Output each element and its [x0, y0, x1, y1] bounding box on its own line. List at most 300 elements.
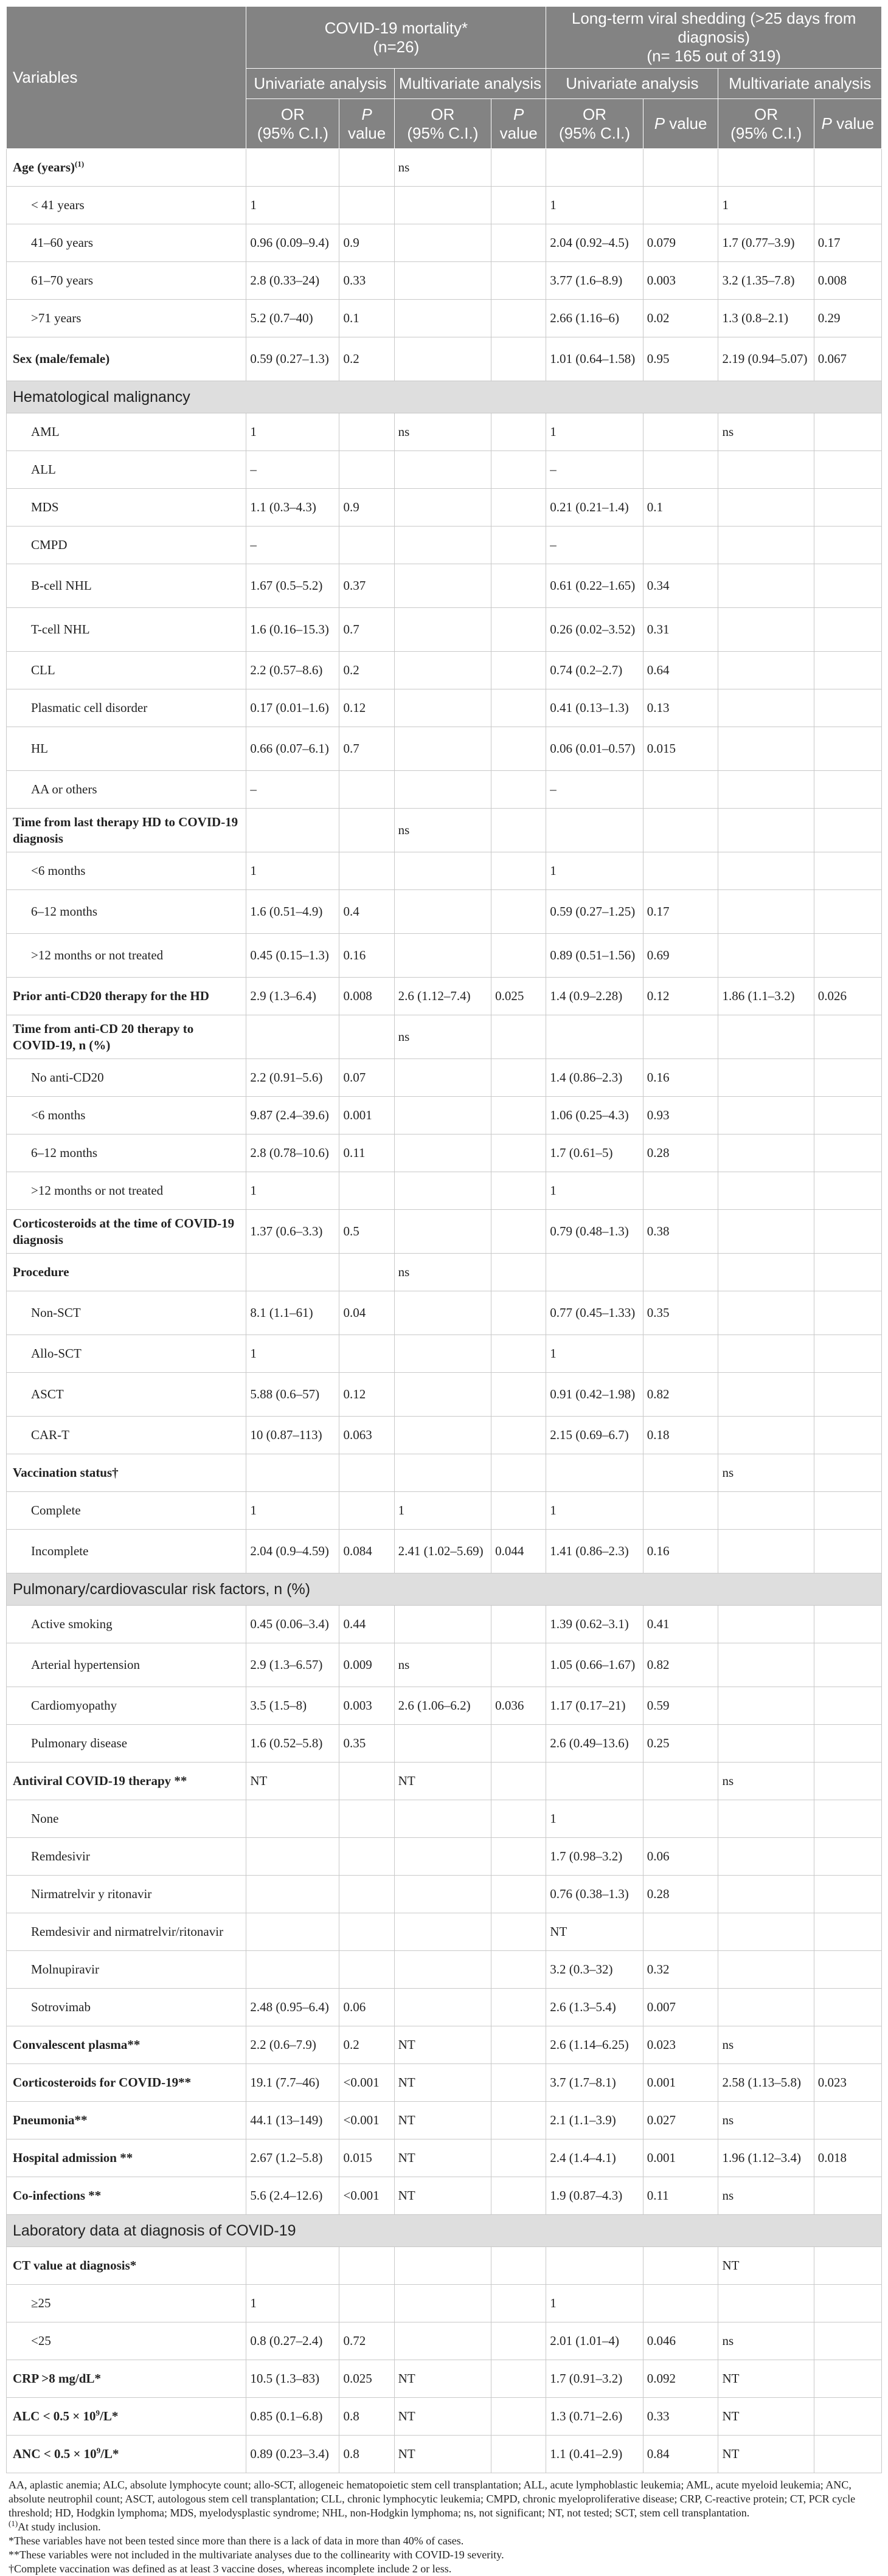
or-ci-cell: 2.15 (0.69–6.7) — [546, 1417, 643, 1454]
row-label-text: >12 months or not treated — [31, 948, 164, 962]
table-row — [7, 489, 882, 527]
p-value-cell: 0.29 — [814, 300, 881, 337]
p-value-cell — [814, 1097, 881, 1134]
row-label — [7, 1134, 246, 1172]
row-label-text: CLL — [31, 663, 55, 677]
or-ci-cell — [718, 1210, 814, 1254]
or-ci-cell: 0.21 (0.21–1.4) — [546, 489, 643, 527]
table-row — [7, 1530, 882, 1573]
or-ci-cell — [718, 564, 814, 608]
table-row — [7, 934, 882, 978]
table-row — [7, 337, 882, 381]
p-value-cell — [339, 1800, 394, 1838]
row-label-text: Co-infections ** — [13, 2188, 102, 2203]
p-value-cell: 0.11 — [643, 2177, 718, 2215]
or-ci-cell — [718, 1913, 814, 1951]
or-ci-cell: 0.89 (0.51–1.56) — [546, 934, 643, 978]
row-label — [7, 2322, 246, 2360]
header-group-shedding-n: (n= 165 out of 319) — [647, 47, 781, 65]
p-value-cell — [491, 527, 546, 564]
p-value-cell — [814, 689, 881, 727]
or-ci-cell — [394, 890, 491, 934]
header-or-label: OR — [582, 105, 606, 123]
p-value-cell — [814, 2322, 881, 2360]
p-value-cell — [491, 2360, 546, 2398]
p-value-cell — [643, 1254, 718, 1291]
or-ci-cell: ns — [718, 2102, 814, 2139]
p-value-cell: 0.16 — [643, 1530, 718, 1573]
p-value-cell: 0.9 — [339, 489, 394, 527]
or-ci-cell: 2.01 (1.01–4) — [546, 2322, 643, 2360]
row-label-superscript: 9 — [95, 2408, 100, 2417]
p-value-cell: <0.001 — [339, 2102, 394, 2139]
p-value-cell — [643, 771, 718, 809]
row-label — [7, 2139, 246, 2177]
or-ci-cell — [394, 1059, 491, 1097]
p-value-cell — [491, 890, 546, 934]
row-label — [7, 1454, 246, 1492]
or-ci-cell: 0.45 (0.06–3.4) — [246, 1606, 339, 1643]
or-ci-cell: 2.19 (0.94–5.07) — [718, 337, 814, 381]
row-label — [7, 890, 246, 934]
p-value-cell — [339, 1763, 394, 1800]
table-row — [7, 1838, 882, 1876]
p-value-cell — [491, 489, 546, 527]
p-value-cell: 0.28 — [643, 1134, 718, 1172]
p-value-cell: 0.16 — [643, 1059, 718, 1097]
p-value-cell — [491, 2064, 546, 2102]
or-ci-cell — [394, 489, 491, 527]
p-value-cell: 0.1 — [339, 300, 394, 337]
p-value-cell — [491, 689, 546, 727]
row-label-text: Sotrovimab — [31, 2000, 91, 2014]
table-row — [7, 1725, 882, 1763]
or-ci-cell — [718, 771, 814, 809]
p-value-cell: 0.018 — [814, 2139, 881, 2177]
p-value-cell — [814, 564, 881, 608]
or-ci-cell — [718, 527, 814, 564]
or-ci-cell — [394, 1725, 491, 1763]
p-value-cell: 0.009 — [339, 1643, 394, 1687]
p-value-cell — [814, 608, 881, 652]
row-label-text: <6 months — [31, 863, 86, 878]
p-value-cell — [643, 1454, 718, 1492]
row-label-text: Remdesivir and nirmatrelvir/ritonavir — [31, 1924, 224, 1939]
or-ci-cell: 0.85 (0.1–6.8) — [246, 2398, 339, 2436]
or-ci-cell — [718, 689, 814, 727]
or-ci-cell: ns — [394, 1254, 491, 1291]
table-row — [7, 1454, 882, 1492]
header-p-value — [339, 99, 394, 149]
p-value-cell — [643, 852, 718, 890]
table-row — [7, 564, 882, 608]
or-ci-cell — [394, 1210, 491, 1254]
or-ci-cell: 2.8 (0.33–24) — [246, 262, 339, 300]
p-value-cell: <0.001 — [339, 2177, 394, 2215]
or-ci-cell: – — [246, 771, 339, 809]
table-row — [7, 1172, 882, 1210]
p-value-cell: 0.31 — [643, 608, 718, 652]
header-p-letter: P — [821, 114, 832, 133]
or-ci-cell — [546, 149, 643, 187]
or-ci-cell — [718, 1134, 814, 1172]
p-value-cell — [339, 2247, 394, 2285]
table-row — [7, 2436, 882, 2473]
or-ci-cell: NT — [718, 2398, 814, 2436]
p-value-cell — [339, 771, 394, 809]
table-row — [7, 1373, 882, 1417]
p-value-cell: 0.18 — [643, 1417, 718, 1454]
row-label-text: >12 months or not treated — [31, 1183, 164, 1198]
p-value-cell — [643, 1763, 718, 1800]
or-ci-cell — [546, 1254, 643, 1291]
section-header-row — [7, 381, 882, 413]
table-row — [7, 149, 882, 187]
row-label-text: HL — [31, 741, 48, 756]
or-ci-cell — [546, 1763, 643, 1800]
or-ci-cell: 2.6 (1.12–7.4) — [394, 978, 491, 1015]
p-value-cell: 0.28 — [643, 1876, 718, 1913]
p-value-cell — [814, 413, 881, 451]
p-value-cell — [814, 1417, 881, 1454]
or-ci-cell: 1 — [546, 187, 643, 224]
or-ci-cell: 1 — [546, 1492, 643, 1530]
row-label — [7, 2102, 246, 2139]
or-ci-cell — [394, 1876, 491, 1913]
or-ci-cell: 1 — [718, 187, 814, 224]
or-ci-cell: 1.6 (0.16–15.3) — [246, 608, 339, 652]
or-ci-cell: 1.05 (0.66–1.67) — [546, 1643, 643, 1687]
section-title: Laboratory data at diagnosis of COVID-19 — [7, 2215, 882, 2247]
p-value-cell — [339, 1951, 394, 1989]
header-group-mortality-title: COVID-19 mortality* — [324, 18, 468, 37]
or-ci-cell: 2.6 (1.3–5.4) — [546, 1989, 643, 2026]
p-value-cell: <0.001 — [339, 2064, 394, 2102]
p-value-cell: 0.003 — [643, 262, 718, 300]
or-ci-cell — [394, 1838, 491, 1876]
table-row — [7, 2322, 882, 2360]
or-ci-cell — [718, 1530, 814, 1573]
p-value-cell — [643, 187, 718, 224]
row-label-text: Age (years) — [13, 160, 75, 174]
p-value-cell: 0.092 — [643, 2360, 718, 2398]
p-value-cell: 0.33 — [643, 2398, 718, 2436]
p-value-cell: 0.82 — [643, 1643, 718, 1687]
or-ci-cell: 10.5 (1.3–83) — [246, 2360, 339, 2398]
or-ci-cell: ns — [394, 1015, 491, 1059]
table-row — [7, 1291, 882, 1335]
or-ci-cell: 0.59 (0.27–1.3) — [246, 337, 339, 381]
or-ci-cell: 2.66 (1.16–6) — [546, 300, 643, 337]
p-value-cell: 0.046 — [643, 2322, 718, 2360]
p-value-cell — [814, 727, 881, 771]
p-value-cell — [491, 1913, 546, 1951]
or-ci-cell — [718, 451, 814, 489]
p-value-cell: 0.015 — [643, 727, 718, 771]
row-label — [7, 1254, 246, 1291]
p-value-cell — [814, 1254, 881, 1291]
or-ci-cell: 1.4 (0.86–2.3) — [546, 1059, 643, 1097]
p-value-cell — [491, 1254, 546, 1291]
row-label-text: Nirmatrelvir y ritonavir — [31, 1887, 152, 1901]
or-ci-cell: 2.6 (0.49–13.6) — [546, 1725, 643, 1763]
section-title: Hematological malignancy — [7, 381, 882, 413]
or-ci-cell — [394, 2247, 491, 2285]
p-value-cell: 0.015 — [339, 2139, 394, 2177]
table-row — [7, 224, 882, 262]
p-value-cell — [643, 413, 718, 451]
or-ci-cell — [394, 1291, 491, 1335]
header-group-mortality-n: (n=26) — [373, 37, 420, 56]
p-value-cell — [814, 1172, 881, 1210]
or-ci-cell — [394, 224, 491, 262]
row-label — [7, 1876, 246, 1913]
or-ci-cell: ns — [718, 2322, 814, 2360]
row-label — [7, 489, 246, 527]
p-value-cell: 0.008 — [339, 978, 394, 1015]
section-header-row — [7, 2215, 882, 2247]
row-label — [7, 1015, 246, 1059]
p-value-cell — [339, 1492, 394, 1530]
or-ci-cell — [394, 527, 491, 564]
p-value-cell: 0.026 — [814, 978, 881, 1015]
p-value-cell: 0.025 — [339, 2360, 394, 2398]
row-label-text: >71 years — [31, 311, 82, 325]
or-ci-cell: 2.6 (1.06–6.2) — [394, 1687, 491, 1725]
or-ci-cell — [394, 1913, 491, 1951]
or-ci-cell: 2.04 (0.9–4.59) — [246, 1530, 339, 1573]
footnote-1-text: At study inclusion. — [18, 2521, 101, 2533]
row-label — [7, 1210, 246, 1254]
or-ci-cell — [718, 1254, 814, 1291]
table-row — [7, 1989, 882, 2026]
row-label — [7, 1172, 246, 1210]
p-value-cell: 0.72 — [339, 2322, 394, 2360]
or-ci-cell: 1.3 (0.8–2.1) — [718, 300, 814, 337]
p-value-cell: 0.33 — [339, 262, 394, 300]
row-label-text: ASCT — [31, 1387, 64, 1401]
or-ci-cell: 1 — [546, 852, 643, 890]
or-ci-cell — [718, 1172, 814, 1210]
p-value-cell: 0.003 — [339, 1687, 394, 1725]
or-ci-cell: 8.1 (1.1–61) — [246, 1291, 339, 1335]
or-ci-cell: ns — [394, 809, 491, 852]
p-value-cell: 0.95 — [643, 337, 718, 381]
p-value-cell — [339, 2285, 394, 2322]
p-value-cell — [814, 527, 881, 564]
row-label-text: 6–12 months — [31, 1145, 98, 1160]
or-ci-cell: 1.7 (0.91–3.2) — [546, 2360, 643, 2398]
footnote-1 — [9, 2520, 878, 2534]
p-value-cell: 0.11 — [339, 1134, 394, 1172]
p-value-cell — [491, 1725, 546, 1763]
or-ci-cell: 0.61 (0.22–1.65) — [546, 564, 643, 608]
row-label — [7, 2247, 246, 2285]
p-value-cell: 0.1 — [643, 489, 718, 527]
or-ci-cell: 5.6 (2.4–12.6) — [246, 2177, 339, 2215]
or-ci-cell: 0.74 (0.2–2.7) — [546, 652, 643, 689]
row-label — [7, 2064, 246, 2102]
or-ci-cell: ns — [718, 1763, 814, 1800]
or-ci-cell: 0.17 (0.01–1.6) — [246, 689, 339, 727]
or-ci-cell — [394, 652, 491, 689]
or-ci-cell — [394, 1800, 491, 1838]
or-ci-cell: 2.1 (1.1–3.9) — [546, 2102, 643, 2139]
p-value-cell — [339, 413, 394, 451]
or-ci-cell — [718, 852, 814, 890]
p-value-cell — [491, 1800, 546, 1838]
p-value-cell — [491, 1492, 546, 1530]
p-value-cell: 0.5 — [339, 1210, 394, 1254]
p-value-cell — [491, 262, 546, 300]
row-label-text: Molnupiravir — [31, 1962, 99, 1977]
p-value-cell — [491, 1643, 546, 1687]
p-value-cell — [814, 1492, 881, 1530]
p-value-cell — [814, 1725, 881, 1763]
or-ci-cell — [718, 727, 814, 771]
or-ci-cell: 1 — [394, 1492, 491, 1530]
p-value-cell — [814, 1015, 881, 1059]
section-header-row — [7, 1573, 882, 1606]
p-value-cell: 0.44 — [339, 1606, 394, 1643]
or-ci-cell — [394, 2285, 491, 2322]
or-ci-cell: 3.2 (1.35–7.8) — [718, 262, 814, 300]
header-multivariate-1: Multivariate analysis — [394, 69, 546, 99]
row-label-text: Sex (male/female) — [13, 351, 110, 366]
p-value-cell: 0.93 — [643, 1097, 718, 1134]
or-ci-cell: 0.89 (0.23–3.4) — [246, 2436, 339, 2473]
p-value-cell: 0.008 — [814, 262, 881, 300]
or-ci-cell — [718, 1015, 814, 1059]
p-value-cell: 0.38 — [643, 1210, 718, 1254]
or-ci-cell: 3.7 (1.7–8.1) — [546, 2064, 643, 2102]
p-value-cell: 0.2 — [339, 2026, 394, 2064]
header-or-label: OR — [754, 105, 779, 123]
row-label — [7, 1725, 246, 1763]
or-ci-cell — [718, 1800, 814, 1838]
p-value-cell — [814, 1800, 881, 1838]
row-label — [7, 1530, 246, 1573]
or-ci-cell — [394, 1373, 491, 1417]
row-label-text: Prior anti-CD20 therapy for the HD — [13, 989, 209, 1003]
p-value-cell — [814, 852, 881, 890]
row-label — [7, 771, 246, 809]
or-ci-cell — [718, 149, 814, 187]
row-label-text: < 41 years — [31, 198, 85, 212]
p-value-cell — [491, 1951, 546, 1989]
p-value-cell — [814, 1134, 881, 1172]
row-label-text: Non-SCT — [31, 1305, 81, 1320]
row-label-text: Allo-SCT — [31, 1346, 82, 1361]
p-value-cell — [491, 1335, 546, 1373]
table-row — [7, 2064, 882, 2102]
or-ci-cell: 0.06 (0.01–0.57) — [546, 727, 643, 771]
or-ci-cell — [394, 300, 491, 337]
p-value-cell — [491, 337, 546, 381]
p-value-cell — [491, 1838, 546, 1876]
p-value-cell: 0.036 — [491, 1687, 546, 1725]
p-value-cell: 0.17 — [814, 224, 881, 262]
p-value-cell — [814, 2177, 881, 2215]
or-ci-cell: 9.87 (2.4–39.6) — [246, 1097, 339, 1134]
or-ci-cell — [394, 1097, 491, 1134]
p-value-cell: 0.35 — [643, 1291, 718, 1335]
row-label — [7, 2026, 246, 2064]
or-ci-cell — [394, 1951, 491, 1989]
header-p-letter: P — [513, 105, 524, 123]
table-row — [7, 262, 882, 300]
or-ci-cell: NT — [394, 1763, 491, 1800]
p-value-cell — [491, 187, 546, 224]
p-value-cell — [814, 2247, 881, 2285]
footnote-3: **These variables were not included in the multivariate analyses due to the collinearity with COVID-19 severity. — [9, 2549, 504, 2561]
p-value-cell — [491, 149, 546, 187]
table-row — [7, 852, 882, 890]
header-variables: Variables — [7, 7, 246, 149]
or-ci-cell — [394, 187, 491, 224]
footnotes — [6, 2473, 879, 2576]
or-ci-cell — [718, 1373, 814, 1417]
p-value-cell: 0.37 — [339, 564, 394, 608]
p-value-cell — [814, 2102, 881, 2139]
p-value-cell — [643, 2247, 718, 2285]
or-ci-cell — [718, 1606, 814, 1643]
or-ci-cell — [718, 1725, 814, 1763]
row-label — [7, 809, 246, 852]
p-value-cell — [491, 1134, 546, 1172]
p-value-cell — [491, 564, 546, 608]
or-ci-cell: 1.6 (0.51–4.9) — [246, 890, 339, 934]
p-value-cell — [814, 890, 881, 934]
p-value-cell: 0.16 — [339, 934, 394, 978]
p-value-cell — [814, 2285, 881, 2322]
p-value-cell — [814, 2360, 881, 2398]
row-label-text: No anti-CD20 — [31, 1070, 104, 1085]
header-p-value — [643, 99, 718, 149]
or-ci-cell: 2.2 (0.6–7.9) — [246, 2026, 339, 2064]
p-value-cell: 0.82 — [643, 1373, 718, 1417]
header-ci-label: (95% C.I.) — [730, 123, 802, 142]
row-label — [7, 1989, 246, 2026]
or-ci-cell: 1.7 (0.77–3.9) — [718, 224, 814, 262]
p-value-cell — [814, 451, 881, 489]
or-ci-cell — [718, 1838, 814, 1876]
header-p-value — [814, 99, 881, 149]
row-label-text: Time from last therapy HD to COVID-19 diagnosis — [13, 814, 238, 846]
p-value-cell — [339, 1335, 394, 1373]
table-row — [7, 1335, 882, 1373]
p-value-cell — [814, 1059, 881, 1097]
row-label — [7, 852, 246, 890]
or-ci-cell — [394, 1172, 491, 1210]
header-value-label: value — [665, 114, 707, 133]
p-value-cell — [814, 1530, 881, 1573]
or-ci-cell: 1.01 (0.64–1.58) — [546, 337, 643, 381]
or-ci-cell: 44.1 (13–149) — [246, 2102, 339, 2139]
p-value-cell: 0.025 — [491, 978, 546, 1015]
row-label-text: Plasmatic cell disorder — [31, 700, 148, 715]
p-value-cell — [491, 1763, 546, 1800]
header-group-mortality — [246, 7, 546, 69]
or-ci-cell: 2.48 (0.95–6.4) — [246, 1989, 339, 2026]
row-label — [7, 262, 246, 300]
row-label — [7, 608, 246, 652]
or-ci-cell: 1.37 (0.6–3.3) — [246, 1210, 339, 1254]
row-label-text: Vaccination status† — [13, 1465, 119, 1480]
header-multivariate-2: Multivariate analysis — [718, 69, 882, 99]
or-ci-cell: 1.67 (0.5–5.2) — [246, 564, 339, 608]
or-ci-cell — [394, 451, 491, 489]
